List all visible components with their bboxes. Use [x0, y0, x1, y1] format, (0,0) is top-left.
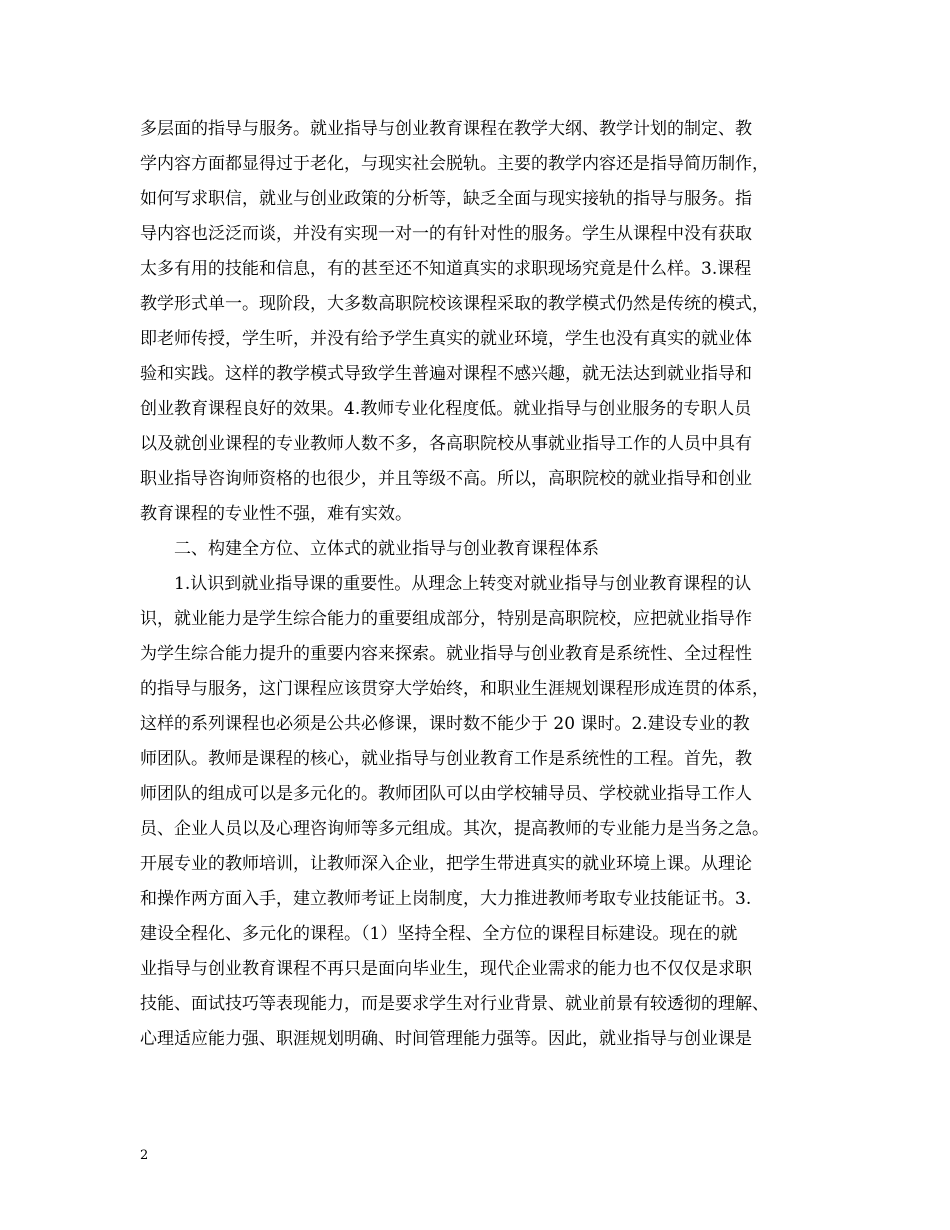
text-line: 师团队的组成可以是多元化的。教师团队可以由学校辅导员、学校就业指导工作人	[140, 784, 752, 804]
text-line: 开展专业的教师培训，让教师深入企业，把学生带进真实的就业环境上课。从理论	[140, 854, 752, 874]
text-line: 教育课程的专业性不强，难有实效。	[140, 504, 412, 524]
text-line: 为学生综合能力提升的重要内容来探索。就业指导与创业教育是系统性、全过程性	[140, 644, 752, 664]
text-line: 识，就业能力是学生综合能力的重要组成部分，特别是高职院校，应把就业指导作	[140, 609, 752, 629]
text-line: 即老师传授，学生听，并没有给予学生真实的就业环境，学生也没有真实的就业体	[140, 329, 752, 349]
text-line: 教学形式单一。现阶段，大多数高职院校该课程采取的教学模式仍然是传统的模式，	[140, 294, 769, 314]
text-line: 的指导与服务，这门课程应该贯穿大学始终，和职业生涯规划课程形成连贯的体系，	[140, 679, 769, 699]
page-number: 2	[140, 1148, 149, 1163]
text-line: 太多有用的技能和信息，有的甚至还不知道真实的求职现场究竟是什么样。3.课程	[140, 259, 752, 279]
section-heading: 二、构建全方位、立体式的就业指导与创业教育课程体系	[140, 539, 599, 559]
text-line: 如何写求职信，就业与创业政策的分析等，缺乏全面与现实接轨的指导与服务。指	[140, 189, 752, 209]
text-line: 1.认识到就业指导课的重要性。从理念上转变对就业指导与创业教育课程的认	[140, 574, 752, 594]
text-line: 技能、面试技巧等表现能力，而是要求学生对行业背景、就业前景有较透彻的理解、	[140, 994, 769, 1014]
text-line: 建设全程化、多元化的课程。（1）坚持全程、全方位的课程目标建设。现在的就	[140, 924, 738, 944]
text-line: 学内容方面都显得过于老化，与现实社会脱轨。主要的教学内容还是指导简历制作，	[140, 154, 769, 174]
text-line: 这样的系列课程也必须是公共必修课，课时数不能少于 20 课时。2.建设专业的教	[140, 714, 750, 734]
text-line: 多层面的指导与服务。就业指导与创业教育课程在教学大纲、教学计划的制定、教	[140, 119, 752, 139]
text-line: 心理适应能力强、职涯规划明确、时间管理能力强等。因此，就业指导与创业课是	[140, 1029, 752, 1049]
text-line: 职业指导咨询师资格的也很少，并且等级不高。所以，高职院校的就业指导和创业	[140, 469, 752, 489]
text-line: 以及就创业课程的专业教师人数不多，各高职院校从事就业指导工作的人员中具有	[140, 434, 752, 454]
text-line: 员、企业人员以及心理咨询师等多元组成。其次，提高教师的专业能力是当务之急。	[140, 819, 769, 839]
text-line: 创业教育课程良好的效果。4.教师专业化程度低。就业指导与创业服务的专职人员	[140, 399, 752, 419]
text-line: 和操作两方面入手，建立教师考证上岗制度，大力推进教师考取专业技能证书。3.	[140, 889, 752, 909]
text-line: 导内容也泛泛而谈，并没有实现一对一的有针对性的服务。学生从课程中没有获取	[140, 224, 752, 244]
text-line: 师团队。教师是课程的核心，就业指导与创业教育工作是系统性的工程。首先，教	[140, 749, 752, 769]
text-line: 验和实践。这样的教学模式导致学生普遍对课程不感兴趣，就无法达到就业指导和	[140, 364, 752, 384]
text-line: 业指导与创业教育课程不再只是面向毕业生，现代企业需求的能力也不仅仅是求职	[140, 959, 752, 979]
